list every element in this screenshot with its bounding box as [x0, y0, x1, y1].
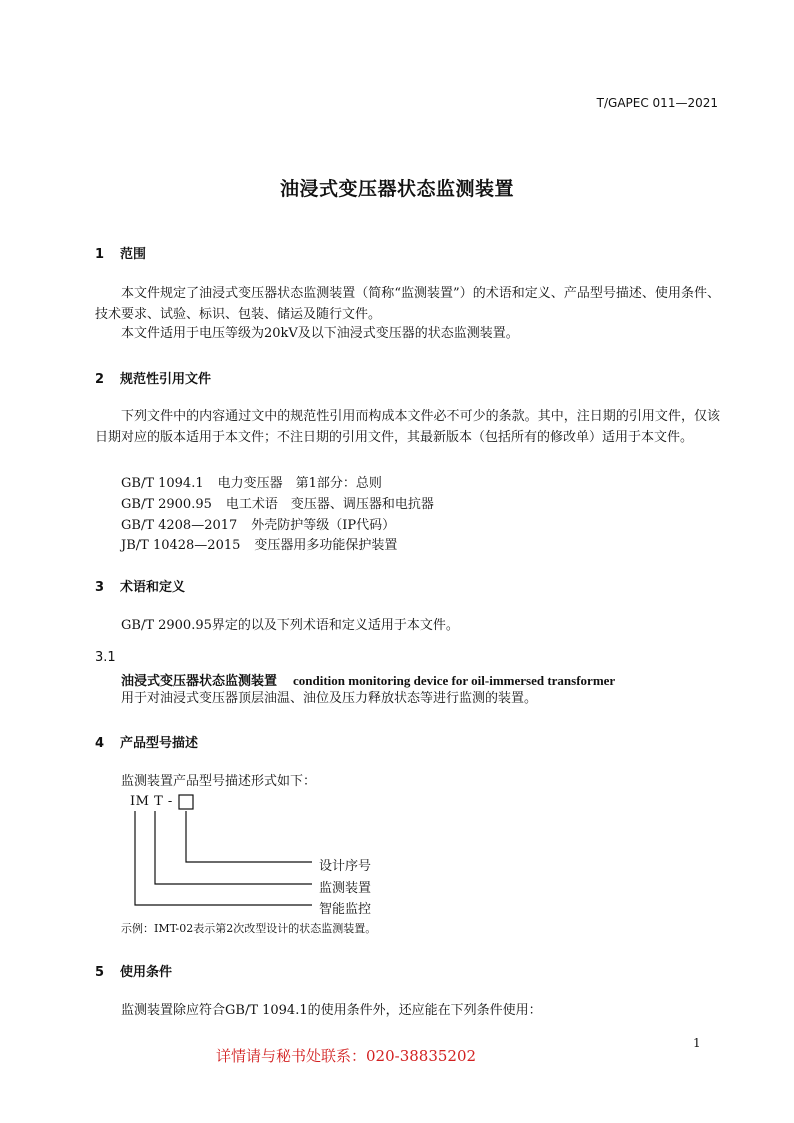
section-title: 规范性引用文件	[120, 372, 212, 387]
label-design-serial: 设计序号	[319, 859, 372, 874]
document-title: 油浸式变压器状态监测装置	[279, 178, 514, 200]
reference-title: 电工术语 变压器、调压器和电抗器	[225, 497, 434, 512]
term-number: 3.1	[95, 650, 116, 665]
secretariat-contact: 详情请与秘书处联系：020-38835202	[216, 1047, 477, 1065]
reference-code: JB/T 10428—2015	[121, 538, 241, 553]
leader-line-design-serial	[186, 811, 312, 862]
reference-code: GB/T 1094.1	[121, 476, 204, 491]
model-example: 示例：IMT-02表示第2次改型设计的状态监测装置。	[121, 922, 377, 935]
label-intelligent-monitoring: 智能监控	[319, 902, 372, 917]
section-title: 范围	[120, 247, 147, 262]
section-title: 使用条件	[120, 965, 173, 980]
reference-code: GB/T 2900.95	[121, 497, 212, 512]
model-prefix: IM T -	[130, 794, 173, 809]
leader-line-intelligent-monitoring	[135, 811, 312, 905]
section-5-paragraph-1: 监测装置除应符合GB/T 1094.1的使用条件外，还应能在下列条件使用：	[121, 1003, 542, 1018]
document-code: T/GAPEC 011—2021	[596, 96, 718, 110]
section-number: 5	[95, 965, 105, 980]
reference-title: 外壳防护等级（IP代码）	[251, 518, 396, 533]
section-1-paragraph-2: 本文件适用于电压等级为20kV及以下油浸式变压器的状态监测装置。	[121, 326, 519, 341]
section-number: 4	[95, 736, 105, 751]
serial-number-box	[179, 795, 193, 809]
term-definition: 用于对油浸式变压器顶层油温、油位及压力释放状态等进行监测的装置。	[121, 691, 538, 706]
section-2-paragraph-1: 下列文件中的内容通过文中的规范性引用而构成本文件必不可少的条款。其中，注日期的引用文件，仅该日期对应的版本适用于本文件；不注日期的引用文件，其最新版本（包括所有的修改单）适用于本文件。	[95, 409, 720, 445]
reference-title: 变压器用多功能保护装置	[254, 538, 398, 553]
section-title: 术语和定义	[120, 580, 186, 595]
term-chinese: 油浸式变压器状态监测装置	[121, 674, 278, 689]
leader-line-monitoring-device	[155, 811, 312, 884]
reference-title: 电力变压器 第1部分：总则	[217, 476, 382, 491]
section-3-paragraph-1: GB/T 2900.95界定的以及下列术语和定义适用于本文件。	[121, 618, 459, 633]
section-number: 1	[95, 247, 105, 262]
term-english: condition monitoring device for oil-immersed transformer	[293, 673, 616, 688]
section-5-heading	[95, 961, 172, 980]
section-title: 产品型号描述	[120, 736, 199, 751]
section-number: 3	[95, 580, 105, 595]
section-number: 2	[95, 372, 105, 387]
page-number: 1	[693, 1036, 701, 1050]
section-4-paragraph-1: 监测装置产品型号描述形式如下：	[121, 774, 317, 789]
section-1-paragraph-1: 本文件规定了油浸式变压器状态监测装置（简称“监测装置”）的术语和定义、产品型号描述、使用条件、技术要求、试验、标识、包装、储运及随行文件。	[95, 286, 720, 322]
reference-code: GB/T 4208—2017	[121, 518, 238, 533]
label-monitoring-device: 监测装置	[319, 881, 372, 896]
